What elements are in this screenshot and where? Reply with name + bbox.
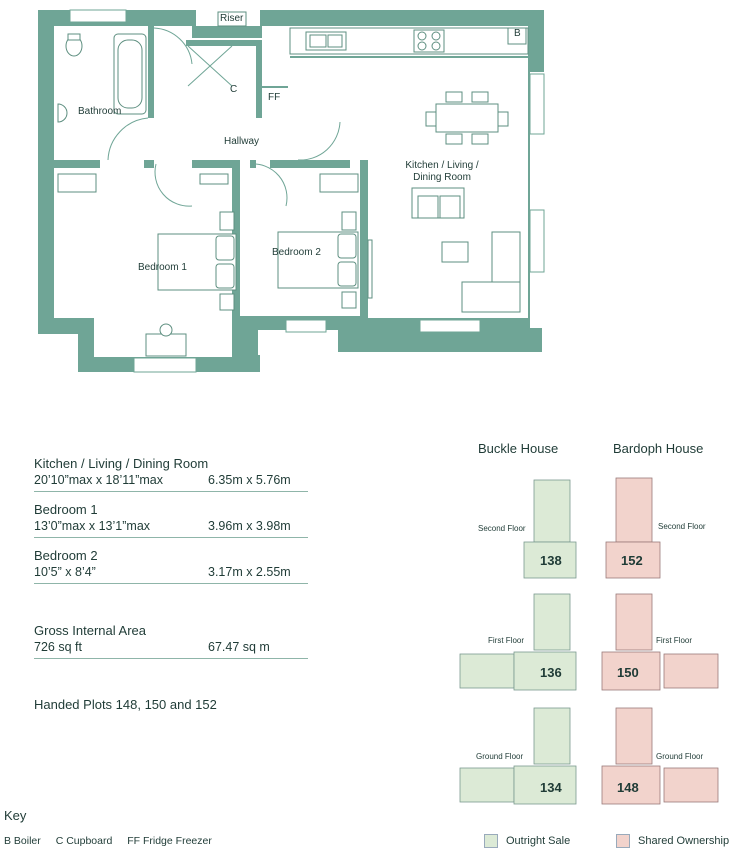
schedule-imperial: 20’10”max x 18’11”max [34,473,163,487]
boiler-label: B [514,28,521,39]
schedule-metric: 6.35m x 5.76m [208,473,291,487]
plot-150: 150 [617,665,639,680]
buckle-house-title: Buckle House [478,441,559,456]
kitchen-label [388,160,496,184]
schedule-imperial: 13’0”max x 13’1”max [34,519,151,533]
plot-138: 138 [540,553,562,568]
buckle-ground-floor-label: Ground Floor [476,752,524,761]
gross-area-title: Gross Internal Area [34,623,146,638]
schedule-imperial: 10’5” x 8’4” [34,565,96,579]
gross-area [34,623,308,669]
schedule-room-name: Bedroom 1 [34,502,98,517]
bedroom1-label: Bedroom 1 [138,262,187,273]
key-fridge-freezer: FF Fridge Freezer [127,835,212,847]
schedule-row-kitchen [34,456,308,492]
schedule-room-name: Kitchen / Living / Dining Room [34,456,209,471]
hallway-label: Hallway [224,136,260,147]
bedroom2-label: Bedroom 2 [272,247,321,258]
plot-148: 148 [617,780,639,795]
bathroom-label: Bathroom [78,106,122,117]
schedule-row-bedroom2 [34,548,308,584]
buckle-first-floor-label: First Floor [488,636,524,645]
kitchen-label-line1: Kitchen / Living / [405,160,479,171]
gross-area-metric: 67.47 sq m [208,640,270,654]
riser-label: Riser [220,13,244,24]
gross-area-row [34,623,308,659]
fridge-freezer-label: FF [268,92,281,103]
buckle-second-floor-label: Second Floor [478,524,526,533]
gross-area-imperial: 726 sq ft [34,640,82,654]
key-title: Key [4,808,27,823]
bardoph-ground-floor-label: Ground Floor [656,752,704,761]
handed-plots: Handed Plots 148, 150 and 152 [34,697,217,712]
key-items [4,835,224,847]
bardoph-second-floor-label: Second Floor [658,522,706,531]
schedule-metric: 3.17m x 2.55m [208,565,291,579]
room-schedule [34,456,308,594]
outright-swatch [484,834,498,848]
schedule-row-bedroom1 [34,502,308,538]
legend-shared [616,834,729,848]
key-cupboard: C Cupboard [55,835,113,847]
plot-152: 152 [621,553,643,568]
key-boiler: B Boiler [4,835,41,847]
shared-swatch [616,834,630,848]
plot-134: 134 [540,780,562,795]
outright-label: Outright Sale [506,835,571,847]
cupboard-label: C [230,84,238,95]
kitchen-counter [290,28,528,54]
plot-136: 136 [540,665,562,680]
schedule-metric: 3.96m x 3.98m [208,519,291,533]
schedule-room-name: Bedroom 2 [34,548,98,563]
bardoph-first-floor-label: First Floor [656,636,692,645]
shared-label: Shared Ownership [638,835,730,847]
bardoph-house-title: Bardoph House [613,441,704,456]
legend-outright [484,834,570,848]
kitchen-label-line2: Dining Room [413,172,471,183]
